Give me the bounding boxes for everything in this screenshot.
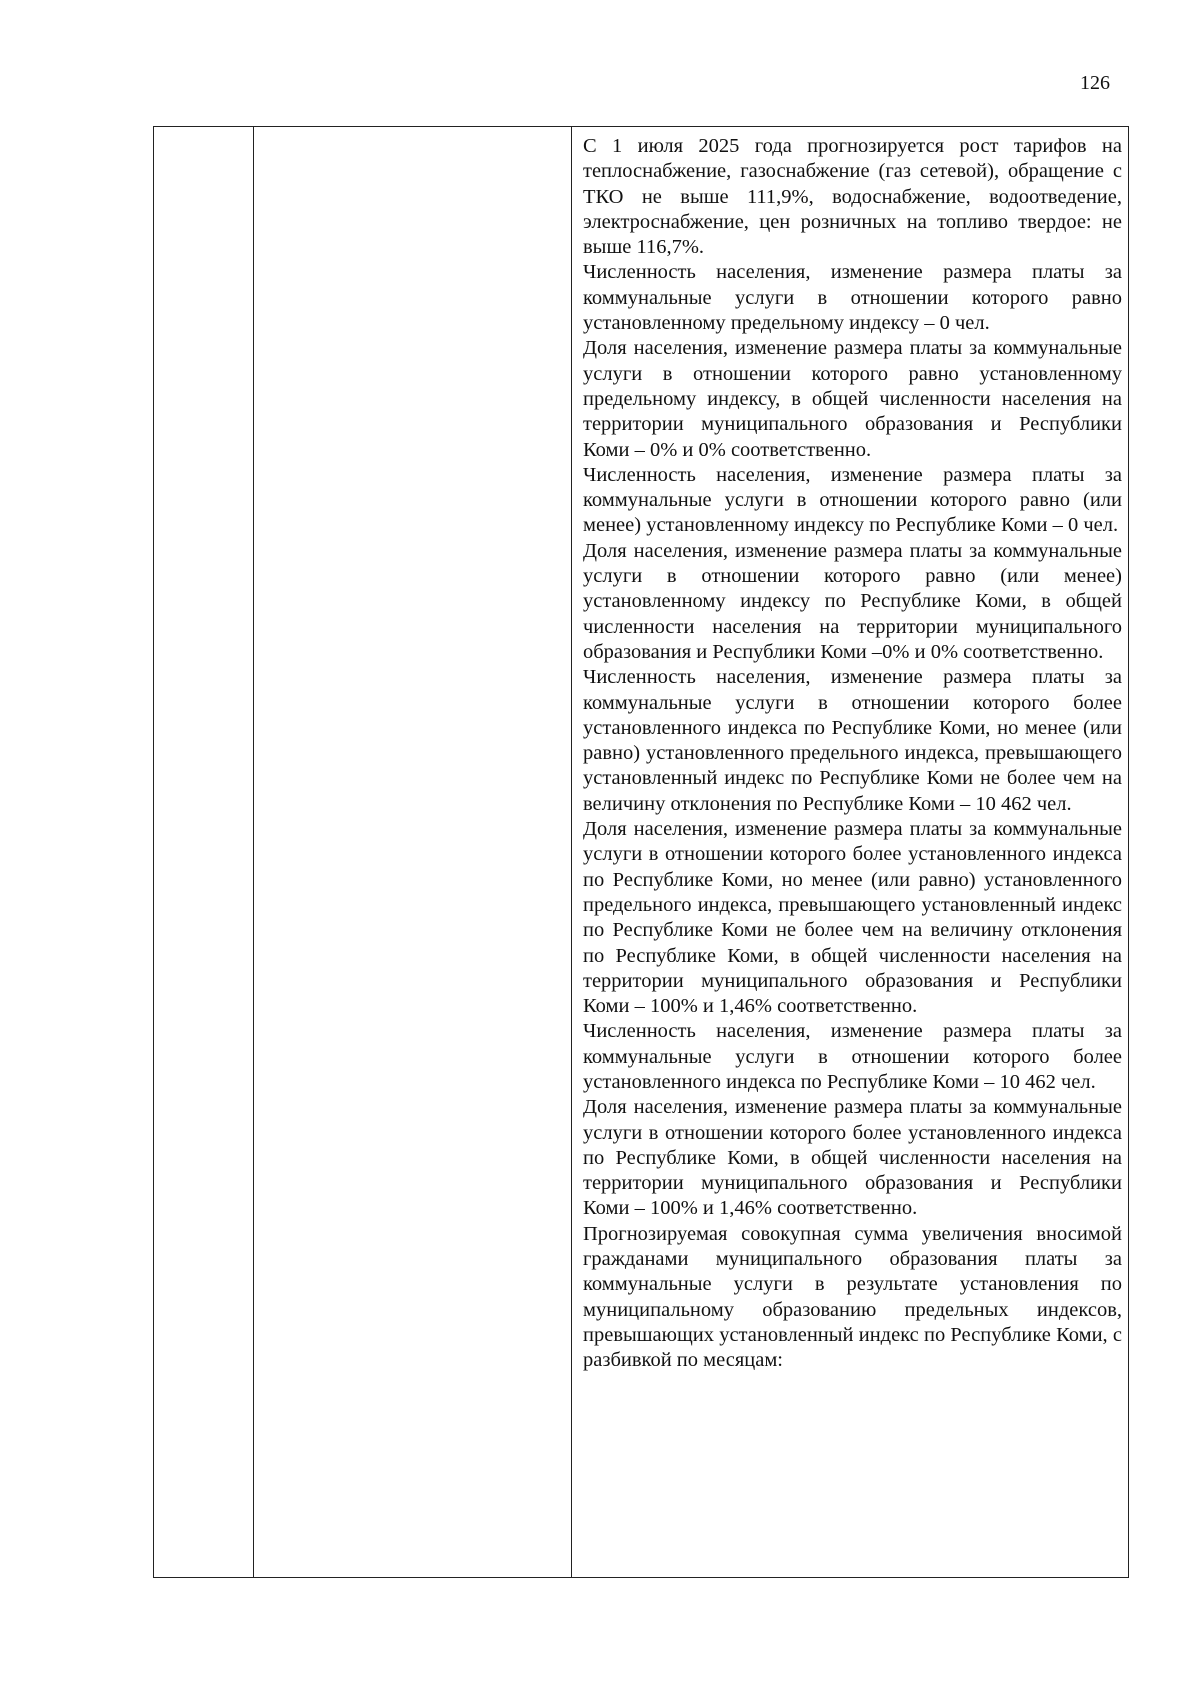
paragraph-forecast-total-increase: Прогнозируемая совокупная сумма увеличения вносимой гражданами муниципального образования платы за коммунальные услуги в результате установления по муниципальному образованию предельных индексов, превышающих установленный индекс по Республике Коми, с разбивкой по месяцам: [583, 1222, 1122, 1372]
paragraph-tariff-growth: С 1 июля 2025 года прогнозируется рост тарифов на теплоснабжение, газоснабжение (газ сетевой), обращение с ТКО не выше 111,9%, водоснабжение, водоотведение, электроснабжение, цен розничных на топливо твердое: не выше 116,7%. [583, 135, 1122, 259]
paragraph-share-equal-or-less-index: Доля населения, изменение размера платы за коммунальные услуги в отношении которого равно (или менее) установленному индексу по Республике Коми, в общей численности населения на территории муниципального образования и Республики Коми –0% и 0% соответственно. [583, 539, 1122, 663]
document-table [153, 126, 1129, 1578]
paragraph-share-above-index: Доля населения, изменение размера платы за коммунальные услуги в отношении которого более установленного индекса по Республике Коми, в общей численности населения на территории муниципального образования и Республики Коми – 100% и 1,46% соответственно. [583, 1096, 1122, 1220]
table-cell-number [154, 127, 254, 1577]
paragraph-share-equal-limit: Доля населения, изменение размера платы за коммунальные услуги в отношении которого равно установленному предельному индексу, в общей численности населения на территории муниципального образования и Республики Коми – 0% и 0% соответственно. [583, 337, 1122, 461]
table-cell-description [572, 127, 1128, 1577]
paragraph-population-above-index-within-deviation: Численность населения, изменение размера платы за коммунальные услуги в отношении которого более установленного индекса по Республике Коми, но менее (или равно) установленного предельного индекса, превышающего установленный индекс по Республике Коми не более чем на величину отклонения по Республике Коми – 10 462 чел. [583, 666, 1122, 815]
table-cell-indicator [254, 127, 572, 1577]
page-number: 126 [1080, 72, 1110, 94]
paragraph-share-above-index-within-deviation: Доля населения, изменение размера платы за коммунальные услуги в отношении которого более установленного индекса по Республике Коми, но менее (или равно) установленного предельного индекса, превышающего установленный индекс по Республике Коми не более чем на величину отклонения по Республике Коми, в общей численности населения на территории муниципального образования и Республики Коми – 100% и 1,46% соответственно. [583, 818, 1122, 1018]
paragraph-population-equal-or-less-index: Численность населения, изменение размера платы за коммунальные услуги в отношении которого равно (или менее) установленному индексу по Республике Коми – 0 чел. [583, 463, 1122, 537]
paragraph-population-above-index: Численность населения, изменение размера платы за коммунальные услуги в отношении которого более установленного индекса по Республике Коми – 10 462 чел. [583, 1020, 1122, 1093]
paragraph-population-equal-limit: Численность населения, изменение размера платы за коммунальные услуги в отношении которого равно установленному предельному индексу – 0 чел. [583, 261, 1122, 335]
